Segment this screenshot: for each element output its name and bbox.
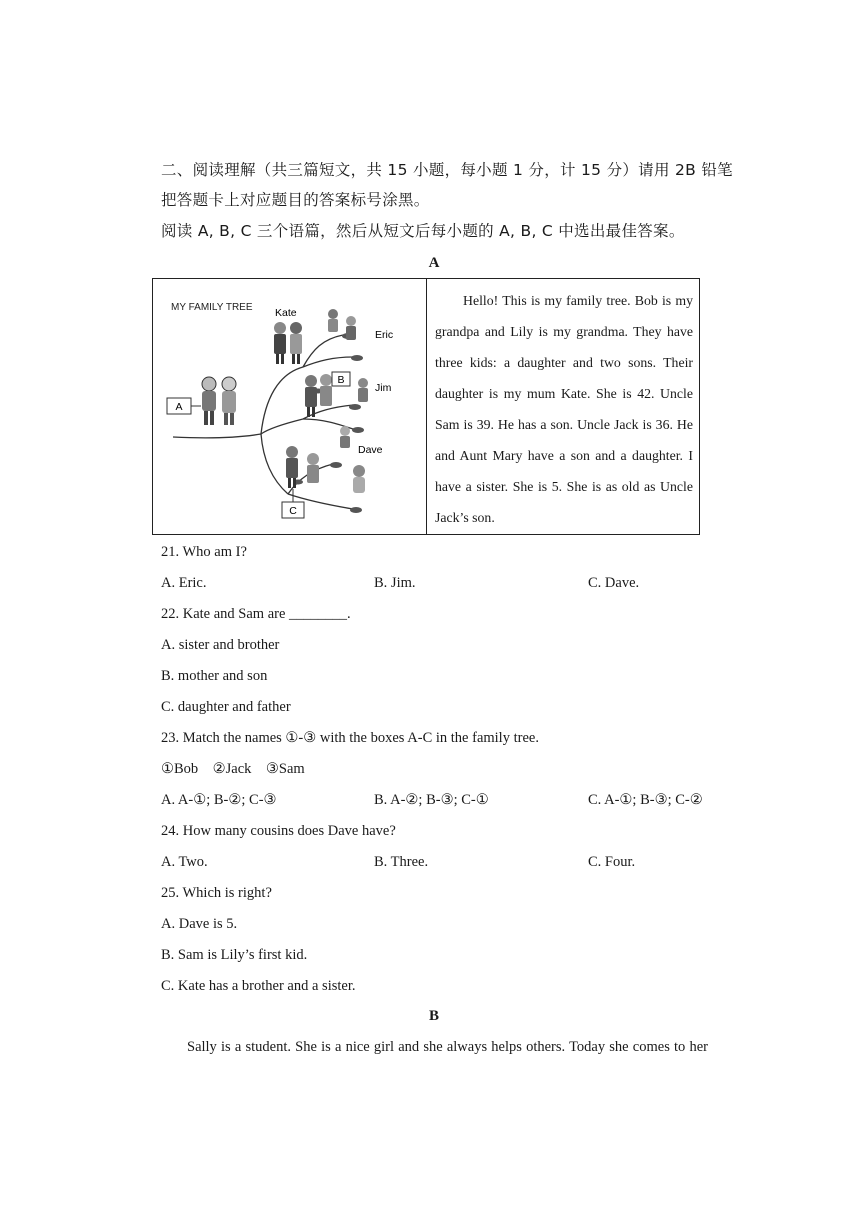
question-24-option-c: C. Four. [588, 854, 636, 870]
tree-name-dave: Dave [358, 444, 383, 456]
question-23-stem: 23. Match the names ①-③ with the boxes A-C in the family tree. [161, 730, 539, 746]
passage-line: grandpa and Lily is my grandma. They have [435, 324, 693, 339]
question-25-option-c: C. Kate has a brother and a sister. [161, 978, 356, 994]
tree-box-b-label: B [337, 374, 345, 386]
question-22-option-a: A. sister and brother [161, 637, 280, 653]
tree-name-eric: Eric [375, 329, 394, 341]
question-21-option-b: B. Jim. [374, 575, 416, 591]
instructions: 阅读 A, B, C 三个语篇，然后从短文后每小题的 A, B, C 中选出最佳答案。 [161, 222, 685, 240]
question-25-stem: 25. Which is right? [161, 885, 272, 901]
question-23-option-b: B. A-②; B-③; C-① [374, 792, 489, 808]
tree-name-kate: Kate [275, 307, 297, 319]
question-24-option-a: A. Two. [161, 854, 208, 870]
question-23-option-a: A. A-①; B-②; C-③ [161, 792, 277, 808]
passage-b-label: B [428, 1008, 439, 1024]
question-24-option-b: B. Three. [374, 854, 429, 870]
passage-b-first-line: Sally is a student. She is a nice girl and she always helps others. Today she comes to her [187, 1039, 708, 1055]
passage-line: Hello! This is my family tree. Bob is my [463, 293, 693, 308]
passage-a-label: A [428, 255, 440, 271]
passage-a-table [152, 278, 700, 535]
section-heading-continued: 把答题卡上对应题目的答案标号涂黑。 [161, 191, 430, 209]
question-22-option-b: B. mother and son [161, 668, 268, 684]
question-21-option-c: C. Dave. [588, 575, 640, 591]
table-divider [426, 279, 427, 534]
section-heading: 二、阅读理解（共三篇短文，共 15 小题，每小题 1 分，计 15 分）请用 2B 铅笔 [161, 161, 733, 179]
question-22-stem: 22. Kate and Sam are ________. [161, 606, 351, 622]
question-22-option-c: C. daughter and father [161, 699, 291, 715]
passage-line: daughter is my mum Kate. She is 42. Uncle [435, 386, 693, 401]
question-23-names: ①Bob ②Jack ③Sam [161, 761, 305, 777]
grandparents-figures [202, 377, 236, 425]
passage-a-text [435, 285, 693, 533]
passage-line: have a sister. She is 5. She is as old as Uncle [435, 479, 693, 494]
passage-line: Sam is 39. He has a son. Uncle Jack is 36. He [435, 417, 693, 432]
family-tree-illustration [153, 279, 426, 534]
tree-branches [173, 335, 353, 509]
question-24-stem: 24. How many cousins does Dave have? [161, 823, 396, 839]
question-23-option-c: C. A-①; B-③; C-② [588, 792, 703, 808]
question-25-option-a: A. Dave is 5. [161, 916, 238, 932]
tree-box-c-label: C [289, 505, 297, 517]
passage-line: and Aunt Mary have a son and a daughter. I [435, 448, 693, 463]
tree-title: MY FAMILY TREE [171, 302, 253, 313]
question-21-stem: 21. Who am I? [161, 544, 247, 560]
question-21-option-a: A. Eric. [161, 575, 207, 591]
passage-line: Jack’s son. [435, 510, 495, 525]
question-25-option-b: B. Sam is Lily’s first kid. [161, 947, 308, 963]
passage-line: three kids: a daughter and two sons. Their [435, 355, 693, 370]
tree-name-jim: Jim [375, 382, 392, 394]
tree-box-a-label: A [175, 401, 183, 413]
